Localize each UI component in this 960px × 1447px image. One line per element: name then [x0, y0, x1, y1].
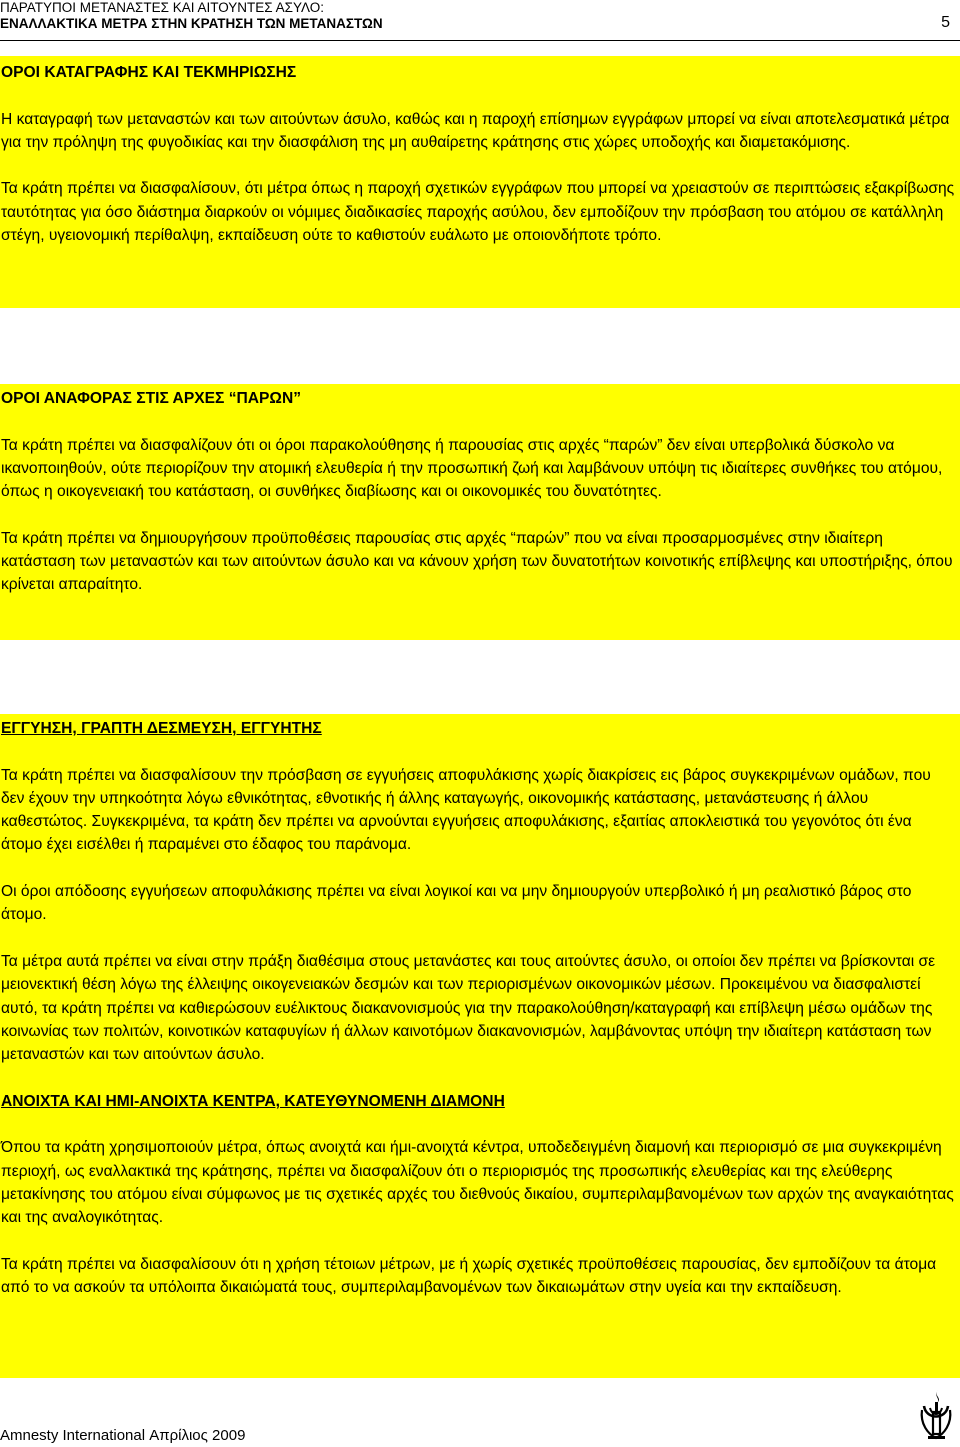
- footer-text: Amnesty International Απρίλιος 2009: [0, 1427, 246, 1444]
- paragraph: Τα κράτη πρέπει να διασφαλίσουν, ότι μέτρα όπως η παροχή σχετικών εγγράφων που μπορεί να χρειαστούν σε περιπτώσεις εξακρίβωσης ταυτότητας για όσο διάστημα διαρκούν οι νόμιμες διαδικασίες παροχής ασύλου, δεν εμποδίζουν την πρόσβαση του ατόμου σε κατάλληλη στέγη, υγειονομική περίθαλψη, εκπαίδευση ούτε το καθιστούν ευάλωτο με οποιονδήποτε τρόπο.: [1, 180, 955, 245]
- paragraph: Οι όροι απόδοσης εγγυήσεων αποφυλάκισης πρέπει να είναι λογικοί και να μην δημιουργούν υπερβολικό ή μη ρεαλιστικό βάρος στο άτομο.: [1, 883, 912, 924]
- section-bail: [0, 714, 960, 1378]
- page-header: [0, 0, 960, 48]
- paragraph: Τα κράτη πρέπει να διασφαλίσουν την πρόσβαση σε εγγυήσεις αποφυλάκισης χωρίς διακρίσεις εις βάρος συγκεκριμένων ομάδων, που δεν έχουν την υπηκοότητα λόγω εθνικότητας, εθνοτικής ή άλλης καταγωγής, οικονομικής κατάστασης, μετανάστευσης ή άλλου καθεστώτος. Συγκεκριμένα, τα κράτη δεν πρέπει να αρνούνται εγγυήσεις αποφυλάκισης, εξαιτίας αποκλειστικά του γεγονότος ότι ένα άτομο έχει εισέλθει ή παραμένει στο έδαφος του παράνομα.: [1, 766, 931, 854]
- header-title-line2: ΕΝΑΛΛΑΚΤΙΚΑ ΜΕΤΡΑ ΣΤΗΝ ΚΡΑΤΗΣΗ ΤΩΝ ΜΕΤΑΝΑΣΤΩΝ: [0, 16, 383, 31]
- header-title-line1: ΠΑΡΑΤΥΠΟΙ ΜΕΤΑΝΑΣΤΕΣ ΚΑΙ ΑΙΤΟΥΝΤΕΣ ΑΣΥΛΟ:: [0, 0, 324, 15]
- paragraph: Τα κράτη πρέπει να διασφαλίσουν ότι η χρήση τέτοιων μέτρων, με ή χωρίς σχετικές προϋποθέσεις παρουσίας, δεν εμποδίζουν τα άτομα από το να ασκούν τα υπόλοιπα δικαιώματά τους, συμπεριλαμβανομένων των δικαιωμάτων στην υγεία και την εκπαίδευση.: [1, 1255, 937, 1297]
- page-number: 5: [941, 14, 950, 31]
- paragraph: Όπου τα κράτη χρησιμοποιούν μέτρα, όπως ανοιχτά και ήμι-ανοιχτά κέντρα, υποδεδειγμένη διαμονή και περιορισμό σε μια συγκεκριμένη περιοχή, ως εναλλακτικά της κράτησης, πρέπει να διασφαλίζουν ότι ο περιορισμός της προσωπικής ελευθερίας και της ελεύθερης μετακίνησης του ατόμου είναι σύμφωνος με τις σχετικές αρχές του διεθνούς δικαίου, συμπεριλαμβανομένων των αρχών της αναγκαιότητας και της αναλογικότητας.: [1, 1139, 954, 1227]
- paragraph: Η καταγραφή των μεταναστών και των αιτούντων άσυλο, καθώς και η παροχή επίσημων εγγράφων μπορεί να είναι αποτελεσματικά μέτρα για την πρόληψη της φυγοδικίας και την διασφάλιση της μη αυθαίρετης κράτησης στις χώρες υποδοχής και διαμετακόμισης.: [1, 110, 950, 151]
- paragraph: Τα κράτη πρέπει να διασφαλίζουν ότι οι όροι παρακολούθησης ή παρουσίας στις αρχές “παρών” δεν είναι υπερβολικά δύσκολο να ικανοποιηθούν, ούτε περιορίζουν την ατομική ελευθερία ή την προσωπική ζωή και λαμβάνουν υπόψη τις ιδιαίτερες συνθήκες του ατόμου, όπως η οικογενειακή του κατάσταση, οι συνθήκες διαβίωσης και οι οικονομικές του δυνατότητες.: [1, 436, 943, 501]
- section-registration: [0, 56, 960, 308]
- header-rule: [0, 40, 960, 41]
- section-title-bail: ΕΓΓΥΗΣΗ, ΓΡΑΠΤΗ ΔΕΣΜΕΥΣΗ, ΕΓΓΥΗΤΗΣ: [1, 720, 322, 737]
- section-title-registration: ΟΡΟΙ ΚΑΤΑΓΡΑΦΗΣ ΚΑΙ ΤΕΚΜΗΡΙΩΣΗΣ: [1, 64, 297, 81]
- section-title-reporting: ΟΡΟΙ ΑΝΑΦΟΡΑΣ ΣΤΙΣ ΑΡΧΕΣ “ΠΑΡΩΝ”: [1, 390, 301, 407]
- amnesty-candle-logo-icon: [916, 1388, 956, 1442]
- paragraph: Τα μέτρα αυτά πρέπει να είναι στην πράξη διαθέσιμα στους μετανάστες και τους αιτούντες άσυλο, οι οποίοι δεν πρέπει να βρίσκονται σε μειονεκτική θέση λόγω της έλλειψης οικογενειακών δεσμών και των περιορισμένων οικονομικών μέσων. Προκειμένου να διασφαλιστεί αυτό, τα κράτη πρέπει να καθιερώσουν ευέλικτους διακανονισμούς για την παρακολούθηση/καταγραφή και επίβλεψη μέσω ομάδων της κοινωνίας των πολιτών, κοινοτικών καταφυγίων ή άλλων καινοτόμων διακανονισμών, λαμβάνοντας υπόψη την ιδιαίτερη κατάσταση των μεταναστών και των αιτούντων άσυλο.: [1, 952, 936, 1064]
- section-reporting: [0, 384, 960, 640]
- paragraph: Τα κράτη πρέπει να δημιουργήσουν προϋποθέσεις παρουσίας στις αρχές “παρών” που να είναι προσαρμοσμένες στην ιδιαίτερη κατάσταση των μεταναστών και των αιτούντων άσυλο και να κάνουν χρήση των δυνατοτήτων κοινοτικής επίβλεψης και υποστήριξης, όπου κρίνεται απαραίτητο.: [1, 529, 953, 594]
- section-title-open-centres: ΑΝΟΙΧΤΑ ΚΑΙ ΗΜΙ-ΑΝΟΙΧΤΑ ΚΕΝΤΡΑ, ΚΑΤΕΥΘΥΝΟΜΕΝΗ ΔΙΑΜΟΝΗ: [1, 1092, 505, 1110]
